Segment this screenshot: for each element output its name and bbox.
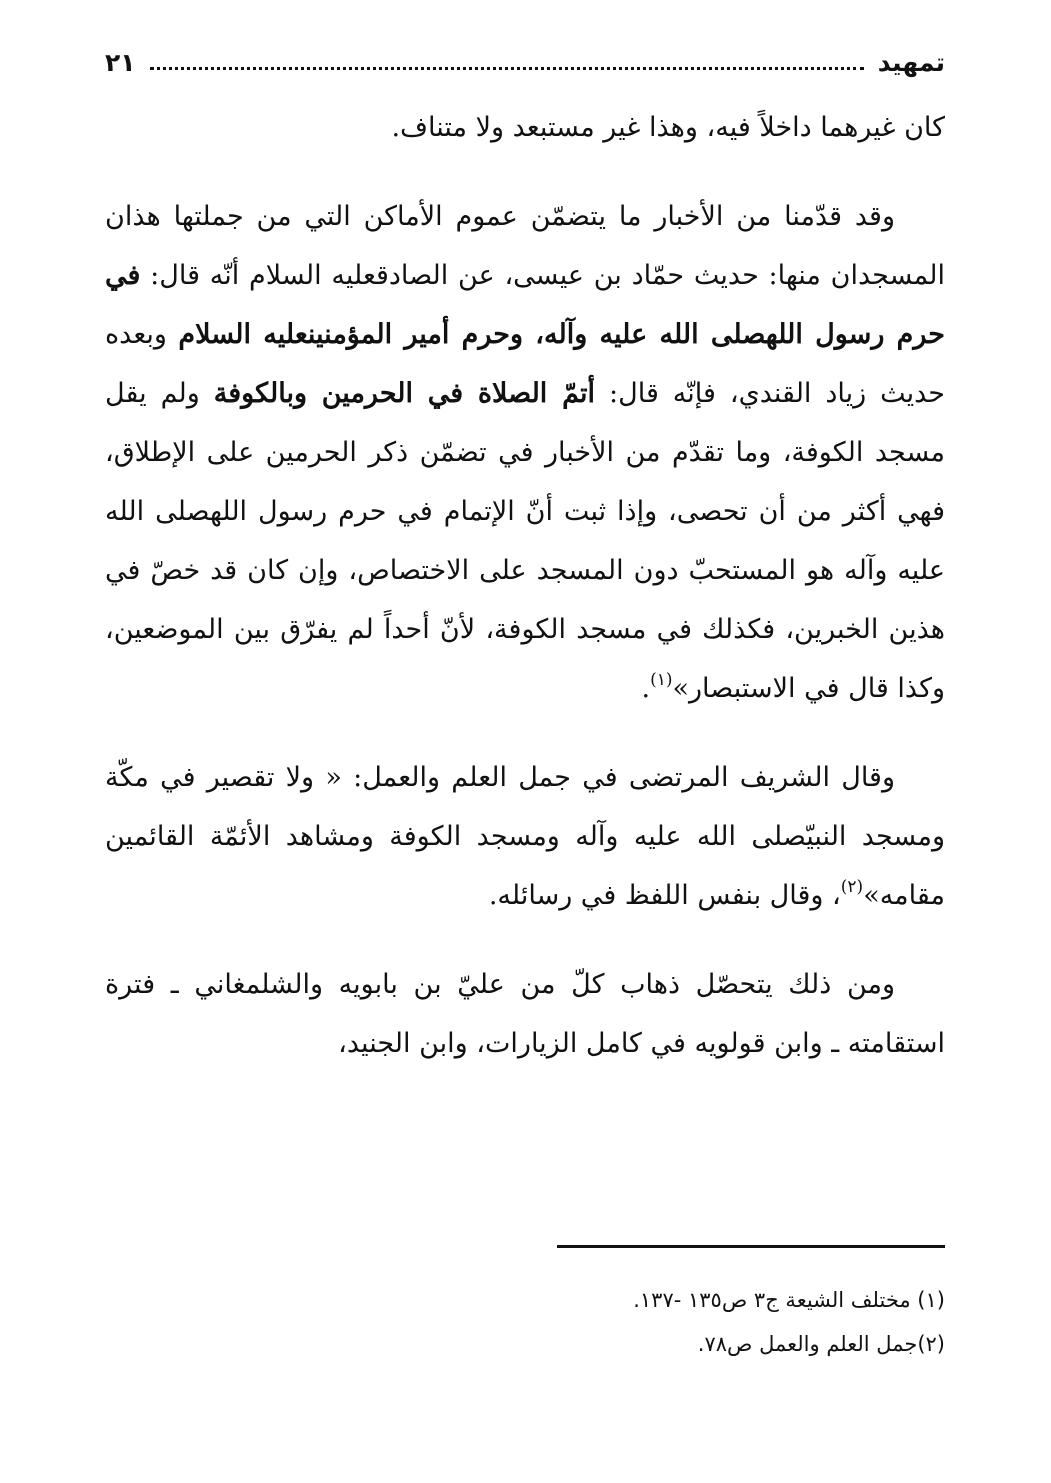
paragraph-1: كان غيرهما داخلاً فيه، وهذا غير مستبعد ولا متناف. [391,112,945,143]
dot-leader [150,67,864,70]
footnote-2: (٢)جمل العلم والعمل ص٧٨. [697,1332,945,1356]
running-head [105,42,945,82]
quoted-hadith-1: في حرم رسول اللهصلى الله عليه وآله، وحرم أمير المؤمنينعليه السلام [105,260,945,350]
paragraph-2-end: . [641,673,651,704]
book-page [105,28,945,1448]
footnote-1: (١) مختلف الشيعة ج٣ ص١٣٥ -١٣٧. [633,1288,945,1312]
paragraph-2-text-b: وبعده حديث زياد القندي، فإنّه قال: [105,319,945,409]
paragraph-2-text-c: ولم يقل مسجد الكوفة، وما تقدّم من الأخبار في تضمّن ذكر الحرمين على الإطلاق، فهي أكثر من أن تحصى، وإذا ثبت أنّ الإتمام في حرم رسول اللهصلى الله عليه وآله هو المستحبّ دون المسجد على الاختصاص، وإن كان قد خصّ في هذين الخبرين، فكذلك في مسجد الكوفة، لأنّ أحداً لم يفرّق بين الموضعين، وكذا قال في الاستبصار» [105,378,945,704]
main-text [105,98,945,1073]
paragraph-2 [105,187,945,718]
quoted-hadith-2: أتمّ الصلاة في الحرمين وبالكوفة [213,378,596,409]
page-number: ٢١ [105,47,136,77]
chapter-title: تمهيد [877,47,945,77]
footnote-ref-1: (١) [650,670,673,690]
paragraph-2-text-a: وقد قدّمنا من الأخبار ما يتضمّن عموم الأماكن التي من جملتها هذان المسجدان منها: حديث حمّاد بن عيسى، عن الصادقعليه السلام أنّه قال: [105,201,945,291]
footnote-ref-2: (٢) [840,877,864,897]
paragraph-4: ومن ذلك يتحصّل ذهاب كلّ من عليّ بن بابويه والشلمغاني ـ فترة استقامته ـ وابن قولويه في كامل الزيارات، وابن الجنيد، [105,969,945,1059]
paragraph-3 [105,748,945,925]
footnotes [105,1278,945,1366]
footnote-separator [557,1245,945,1248]
paragraph-3-text-b: ، وقال بنفس اللفظ في رسائله. [488,880,841,911]
paragraph-3-text-a: وقال الشريف المرتضى في جمل العلم والعمل: « ولا تقصير في مكّة ومسجد النبيّصلى الله عليه وآله ومسجد الكوفة ومشاهد الأئمّة القائمين مقامه» [105,762,945,911]
